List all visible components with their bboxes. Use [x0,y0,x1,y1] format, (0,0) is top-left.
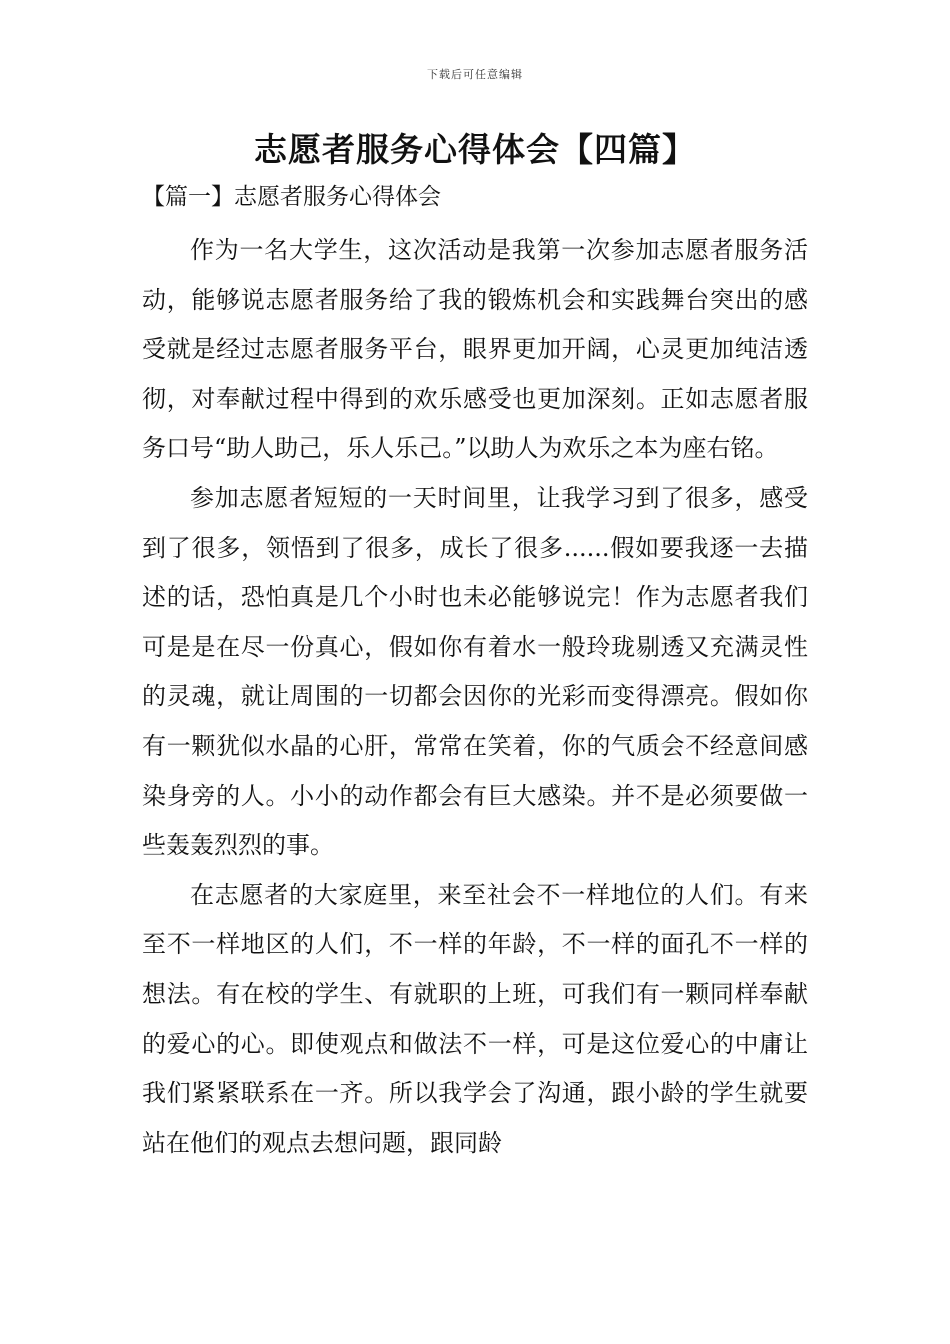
body-text [142,226,808,1168]
paragraph-1: 作为一名大学生，这次活动是我第一次参加志愿者服务活动，能够说志愿者服务给了我的锻炼机会和实践舞台突出的感受就是经过志愿者服务平台，眼界更加开阔，心灵更加纯洁透彻，对奉献过程中得到的欢乐感受也更加深刻。正如志愿者服务口号“助人助己，乐人乐己。”以助人为欢乐之本为座右铭。 [142,236,808,463]
paragraph-3: 在志愿者的大家庭里，来至社会不一样地位的人们。有来至不一样地区的人们，不一样的年龄，不一样的面孔不一样的想法。有在校的学生、有就职的上班，可我们有一颗同样奉献的爱心的心。即使观点和做法不一样，可是这位爱心的中庸让我们紧紧联系在一齐。所以我学会了沟通，跟小龄的学生就要站在他们的观点去想问题，跟同龄 [142,880,808,1157]
section-heading: 【篇一】志愿者服务心得体会 [142,184,441,210]
document-title: 志愿者服务心得体会【四篇】 [254,130,696,169]
header-note: 下载后可任意编辑 [427,68,523,81]
paragraph-2: 参加志愿者短短的一天时间里，让我学习到了很多，感受到了很多，领悟到了很多，成长了很多......假如要我逐一去描述的话，恐怕真是几个小时也未必能够说完！作为志愿者我们可是是在尽一份真心，假如你有着水一般玲珑剔透又充满灵性的灵魂，就让周围的一切都会因你的光彩而变得漂亮。假如你有一颗犹似水晶的心肝，常常在笑着，你的气质会不经意间感染身旁的人。小小的动作都会有巨大感染。并不是必须要做一些轰轰烈烈的事。 [142,483,808,860]
